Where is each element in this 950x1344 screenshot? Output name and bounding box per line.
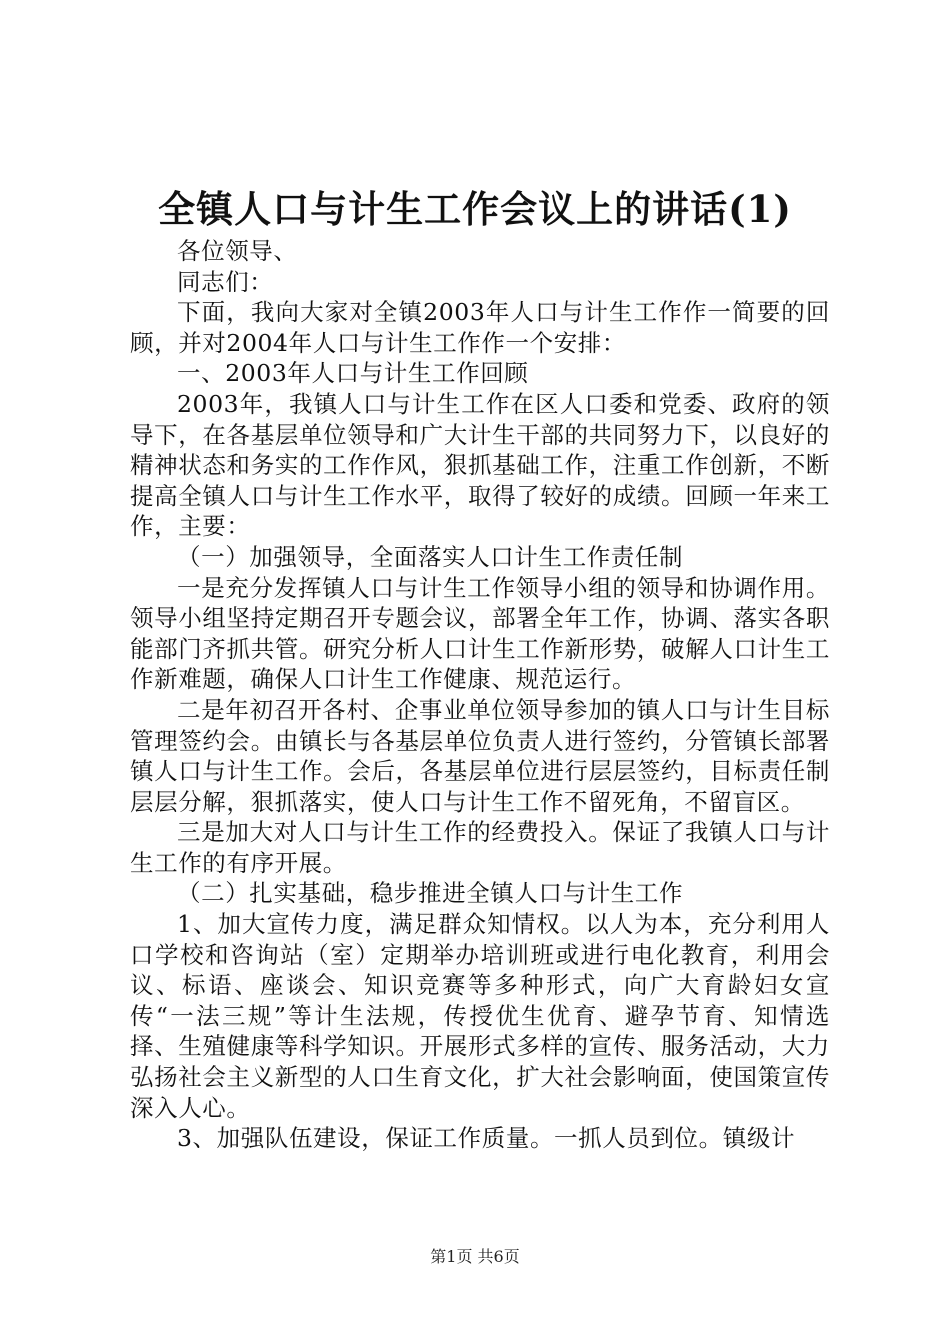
intro-paragraph: 下面，我向大家对全镇2003年人口与计生工作作一简要的回顾，并对2004年人口与计生工作作一个安排： xyxy=(130,298,830,357)
paragraph: 2003年，我镇人口与计生工作在区人口委和党委、政府的领导下，在各基层单位领导和广大计生干部的共同努力下，以良好的精神状态和务实的工作作风，狠抓基础工作，注重工作创新，不断提高全镇人口与计生工作水平，取得了较好的成绩。回顾一年来工作，主要： xyxy=(130,389,830,541)
section-heading: 一、2003年人口与计生工作回顾 xyxy=(177,359,529,388)
document-body xyxy=(130,236,830,1154)
subsection-heading: （二）扎实基础，稳步推进全镇人口与计生工作 xyxy=(177,879,684,908)
document-title: 全镇人口与计生工作会议上的讲话(1) xyxy=(158,187,792,231)
salutation-line: 各位领导、 xyxy=(177,237,298,265)
salutation-line: 同志们： xyxy=(177,267,274,296)
paragraph: 三是加大对人口与计生工作的经费投入。保证了我镇人口与计生工作的有序开展。 xyxy=(130,818,830,877)
paragraph: 3、加强队伍建设，保证工作质量。一抓人员到位。镇级计 xyxy=(177,1124,796,1153)
paragraph: 一是充分发挥镇人口与计生工作领导小组的领导和协调作用。领导小组坚持定期召开专题会议，部署全年工作，协调、落实各职能部门齐抓共管。研究分析人口计生工作新形势，破解人口计生工作新难题，确保人口计生工作健康、规范运行。 xyxy=(130,573,830,694)
paragraph: 1、加大宣传力度，满足群众知情权。以人为本，充分利用人口学校和咨询站（室）定期举办培训班或进行电化教育，利用会议、标语、座谈会、知识竞赛等多种形式，向广大育龄妇女宣传“一法三规”等计生法规，传授优生优育、避孕节育、知情选择、生殖健康等科学知识。开展形式多样的宣传、服务活动，大力弘扬社会主义新型的人口生育文化，扩大社会影响面，使国策宣传深入人心。 xyxy=(130,910,830,1122)
page-footer: 第1页 共6页 xyxy=(430,1247,520,1266)
subsection-heading: （一）加强领导，全面落实人口计生工作责任制 xyxy=(177,542,684,571)
paragraph: 二是年初召开各村、企事业单位领导参加的镇人口与计生目标管理签约会。由镇长与各基层单位负责人进行签约，分管镇长部署镇人口与计生工作。会后，各基层单位进行层层签约，目标责任制层层分解，狠抓落实，使人口与计生工作不留死角，不留盲区。 xyxy=(130,695,830,816)
